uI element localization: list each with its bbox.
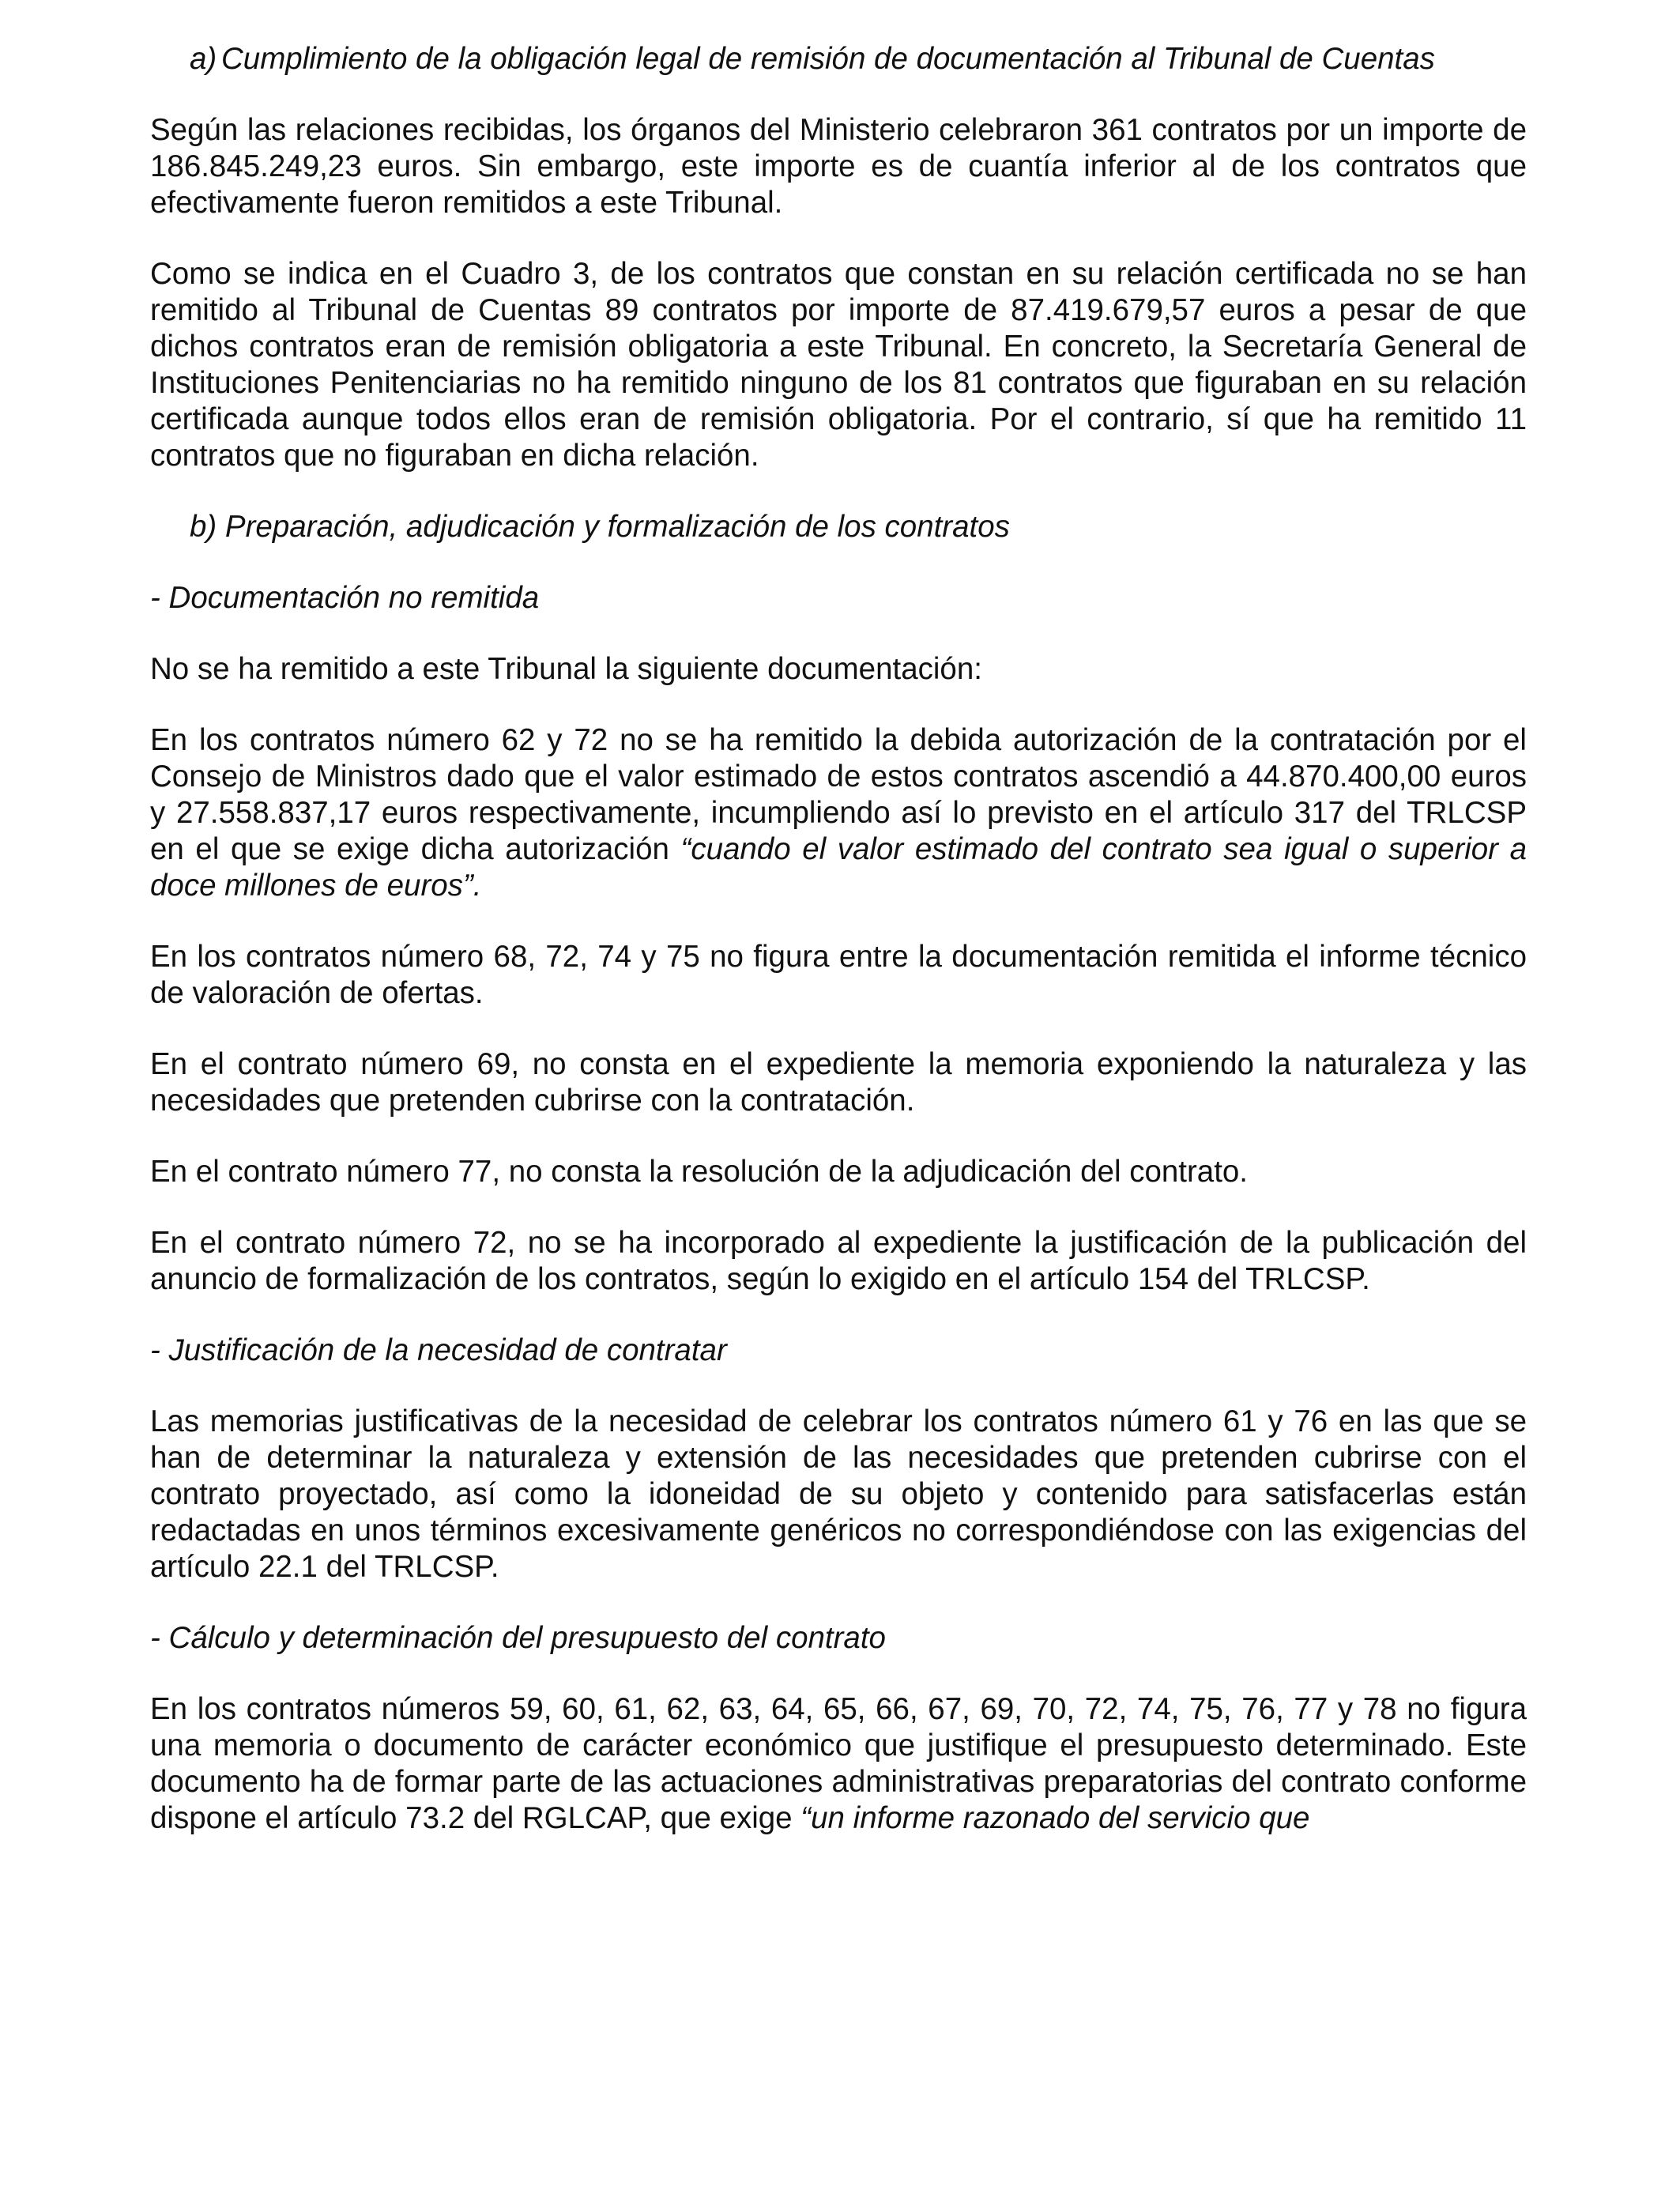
subheading-documentacion-no-remitida: - Documentación no remitida [150, 581, 540, 615]
section-b-heading: b) Preparación, adjudicación y formalización de los contratos [190, 510, 1010, 544]
paragraph-memoria-contrato-69: En el contrato número 69, no consta en el expediente la memoria exponiendo la naturaleza y las necesidades que pretenden cubrirse con la contratación. [150, 1047, 1527, 1118]
paragraph-publicacion-contrato-72: En el contrato número 72, no se ha incorporado al expediente la justificación de la publicación del anuncio de formalización de los contratos, según lo exigido en el artículo 154 del TRLCSP. [150, 1226, 1527, 1296]
section-a-title: Cumplimiento de la obligación legal de remisión de documentación al Tribunal de Cuentas [221, 42, 1435, 76]
subheading-justificacion: - Justificación de la necesidad de contratar [150, 1333, 727, 1367]
paragraph-autorizacion-consejo [150, 722, 1527, 904]
paragraph-intro-documentacion: No se ha remitido a este Tribunal la siguiente documentación: [150, 652, 982, 686]
paragraph-memoria-economica-quote: “un informe razonado del servicio que [800, 1801, 1310, 1835]
paragraph-memoria-economica [150, 1691, 1527, 1837]
paragraph-resolucion-contrato-77: En el contrato número 77, no consta la resolución de la adjudicación del contrato. [150, 1155, 1249, 1189]
paragraph-cuadro-3: Como se indica en el Cuadro 3, de los contratos que constan en su relación certificada no se han remitido al Tribunal de Cuentas 89 contratos por importe de 87.419.679,57 euros a pesar de que dichos contratos eran de remisión obligatoria a este Tribunal. En concreto, la Secretaría General de Instituciones Penitenciarias no ha remitido ninguno de los 81 contratos que figuraban en su relación certificada aunque todos ellos eran de remisión obligatoria. Por el contrario, sí que ha remitido 11 contratos que no figuraban en dicha relación. [150, 257, 1527, 473]
paragraph-autorizacion-quote: “cuando el valor estimado del contrato sea igual o superior a doce millones de euros”. [150, 832, 1527, 903]
paragraph-informe-tecnico: En los contratos número 68, 72, 74 y 75 no figura entre la documentación remitida el informe técnico de valoración de ofertas. [150, 940, 1527, 1010]
paragraph-autorizacion-text: En los contratos número 62 y 72 no se ha remitido la debida autorización de la contratación por el Consejo de Ministros dado que el valor estimado de estos contratos ascendió a 44.870.400,00 euros y 27.558.837,17 euros respectivamente, incumpliendo así lo previsto en el artículo 317 del TRLCSP en el que se exige dicha autorización [150, 723, 1527, 866]
paragraph-memoria-economica-text: En los contratos números 59, 60, 61, 62, 63, 64, 65, 66, 67, 69, 70, 72, 74, 75, 76, 77 y 78 no figura una memoria o documento de carácter económico que justifique el presupuesto determinado. Este documento ha de formar parte de las actuaciones administrativas preparatorias del contrato conforme dispone el artículo 73.2 del RGLCAP, que exige [150, 1692, 1527, 1835]
paragraph-contract-count: Según las relaciones recibidas, los órganos del Ministerio celebraron 361 contratos por un importe de 186.845.249,23 euros. Sin embargo, este importe es de cuantía inferior al de los contratos que efectivamente fueron remitidos a este Tribunal. [150, 113, 1527, 220]
subheading-calculo-presupuesto: - Cálculo y determinación del presupuesto del contrato [150, 1621, 886, 1655]
paragraph-memorias-justificativas: Las memorias justificativas de la necesidad de celebrar los contratos número 61 y 76 en las que se han de determinar la naturaleza y extensión de las necesidades que pretenden cubrirse con el contrato proyectado, así como la idoneidad de su objeto y contenido para satisfacerlas están redactadas en unos términos excesivamente genéricos no correspondiéndose con las exigencias del artículo 22.1 del TRLCSP. [150, 1404, 1527, 1584]
document-page [150, 41, 1527, 1837]
section-a-marker: a) [190, 42, 217, 76]
section-a-heading [150, 41, 1527, 77]
